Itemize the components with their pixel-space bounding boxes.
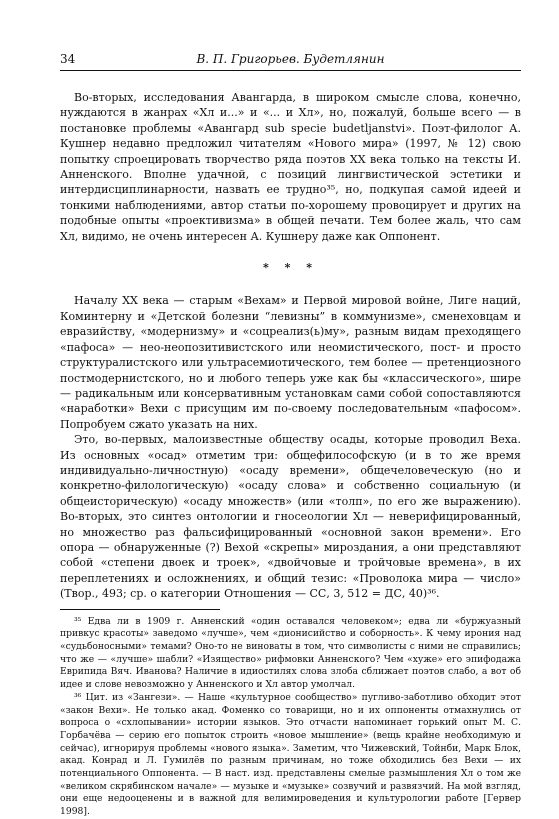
footnotes (60, 616, 521, 819)
footnote-divider (60, 609, 220, 610)
main-text (60, 90, 521, 602)
page-number: 34 (60, 52, 76, 66)
footnote-35: ³⁵ Едва ли в 1909 г. Анненский «один оставался человеком»; едва ли «буржуазный привкус красоты» заведомо «лучше», чем «дионисийство и соборность». К чему ирония над «судьбоносными» темами? Оно-то не виноваты в том, что символисты с ними не справились; что же — «лучше» шабли? «Изящество» рифмовки Анненского? Чем «хуже» его эпифодажа Еврипида Вяч. Иванова? Наличие в идиостилях слова злоба сближает поэтов слабо, а вот об идее и слове невозможно у Анненского и Хл автор умолчал. (60, 615, 521, 691)
book-page (60, 50, 521, 819)
section-separator: * * * (263, 261, 318, 275)
paragraph-1: Во-вторых, исследования Авангарда, в широком смысле слова, конечно, нуждаются в жанрах «Хл и...» и «... и Хл», но, пожалуй, больше всего — в постановке проблемы «Авангард sub specie budetljanstvi». Поэт-филолог А. Кушнер недавно предложил читателям «Нового мира» (1997, № 12) свою попытку спроецировать творчество ряда поэтов XX века только на тексты И. Анненского. Вполне удачной, с позиций лингвистической эстетики и интердисциплинарности, назвать ее трудно³⁵, но, подкупая самой идеей и тонкими наблюдениями, автор статьи по-хорошему провоцирует и других на подобные опыты «проективизма» в общей печати. Тем более жаль, что сам Хл, видимо, не очень интересен А. Кушнеру даже как Оппонент. (60, 91, 521, 243)
paragraph-2: Началу XX века — старым «Вехам» и Первой мировой войне, Лиге наций, Коминтерну и «Детской болезни “левизны” в коммунизме», сменеховцам и евразийству, «модернизму» и «соцреализ(ь)му», разным видам преходящего «пафоса» — нео-неопозитивистского или неомистического, пост- и просто структуралистского или ультрасемиотического, тем более — претенциозного постмодернистского, но и любого теперь уже как бы «классического», шире — радикальным или консервативным установкам сами собой сопоставляются «наработки» Вехи с присущим им по-своему последовательным «пафосом». Попробуем сжато указать на них. (60, 294, 521, 431)
running-header (60, 50, 521, 71)
paragraph-3: Это, во-первых, малоизвестные обществу осады, которые проводил Веха. Из основных «осад» отметим три: общефилософскую (и в то же время индивидуально-личностную) «осаду времени», общечеловеческую (но и конкретно-филологическую) «осаду слова» и собственно социальную (и общеисторическую) «осаду множеств» (или «толп», по его же выражению). Во-вторых, это синтез онтологии и гносеологии Хл — неверифицированный, но множество раз фальсифицированный «основной закон времени». Его опора — обнаруженные (?) Вехой «скрепы» мироздания, а они представляют собой «степени двоек и троек», «двойчовые и тройчовые времена», в их переплетениях и осложнениях, и общий тезис: «Проволока мира — число» (Твор., 493; ср. о категории Отношения — СС, 3, 512 = ДС, 40)³⁶. (60, 433, 521, 601)
footnote-36: ³⁶ Цит. из «Зангези». — Наше «культурное сообщество» пугливо-заботливо обходит этот «закон Вехи». Не только акад. Фоменко со товарищи, но и их оппоненты отмахнулись от вопроса о «схлопывании» истории языков. Это отчасти напоминает горький опыт М. С. Горбачёва — серию его попыток строить «новое мышление» (вещь крайне необходимую и сейчас), игнорируя проблемы «нового языка». Заметим, что Чижевский, Тойнби, Марк Блок, акад. Конрад и Л. Гумилёв по разным причинам, но тоже обходились без Вехи — их потенциального Оппонента. — В наст. изд. представлены смелые размышления Хл о том же «великом скрябинском начале» — музыке и «музыке» созвучий и развязчий. На мой взгляд, они еще недооценены и в важной для велимироведения и культурологии работе [Гервер 1998]. (60, 691, 521, 818)
running-title: В. П. Григорьев. Будетлянин (196, 52, 385, 66)
